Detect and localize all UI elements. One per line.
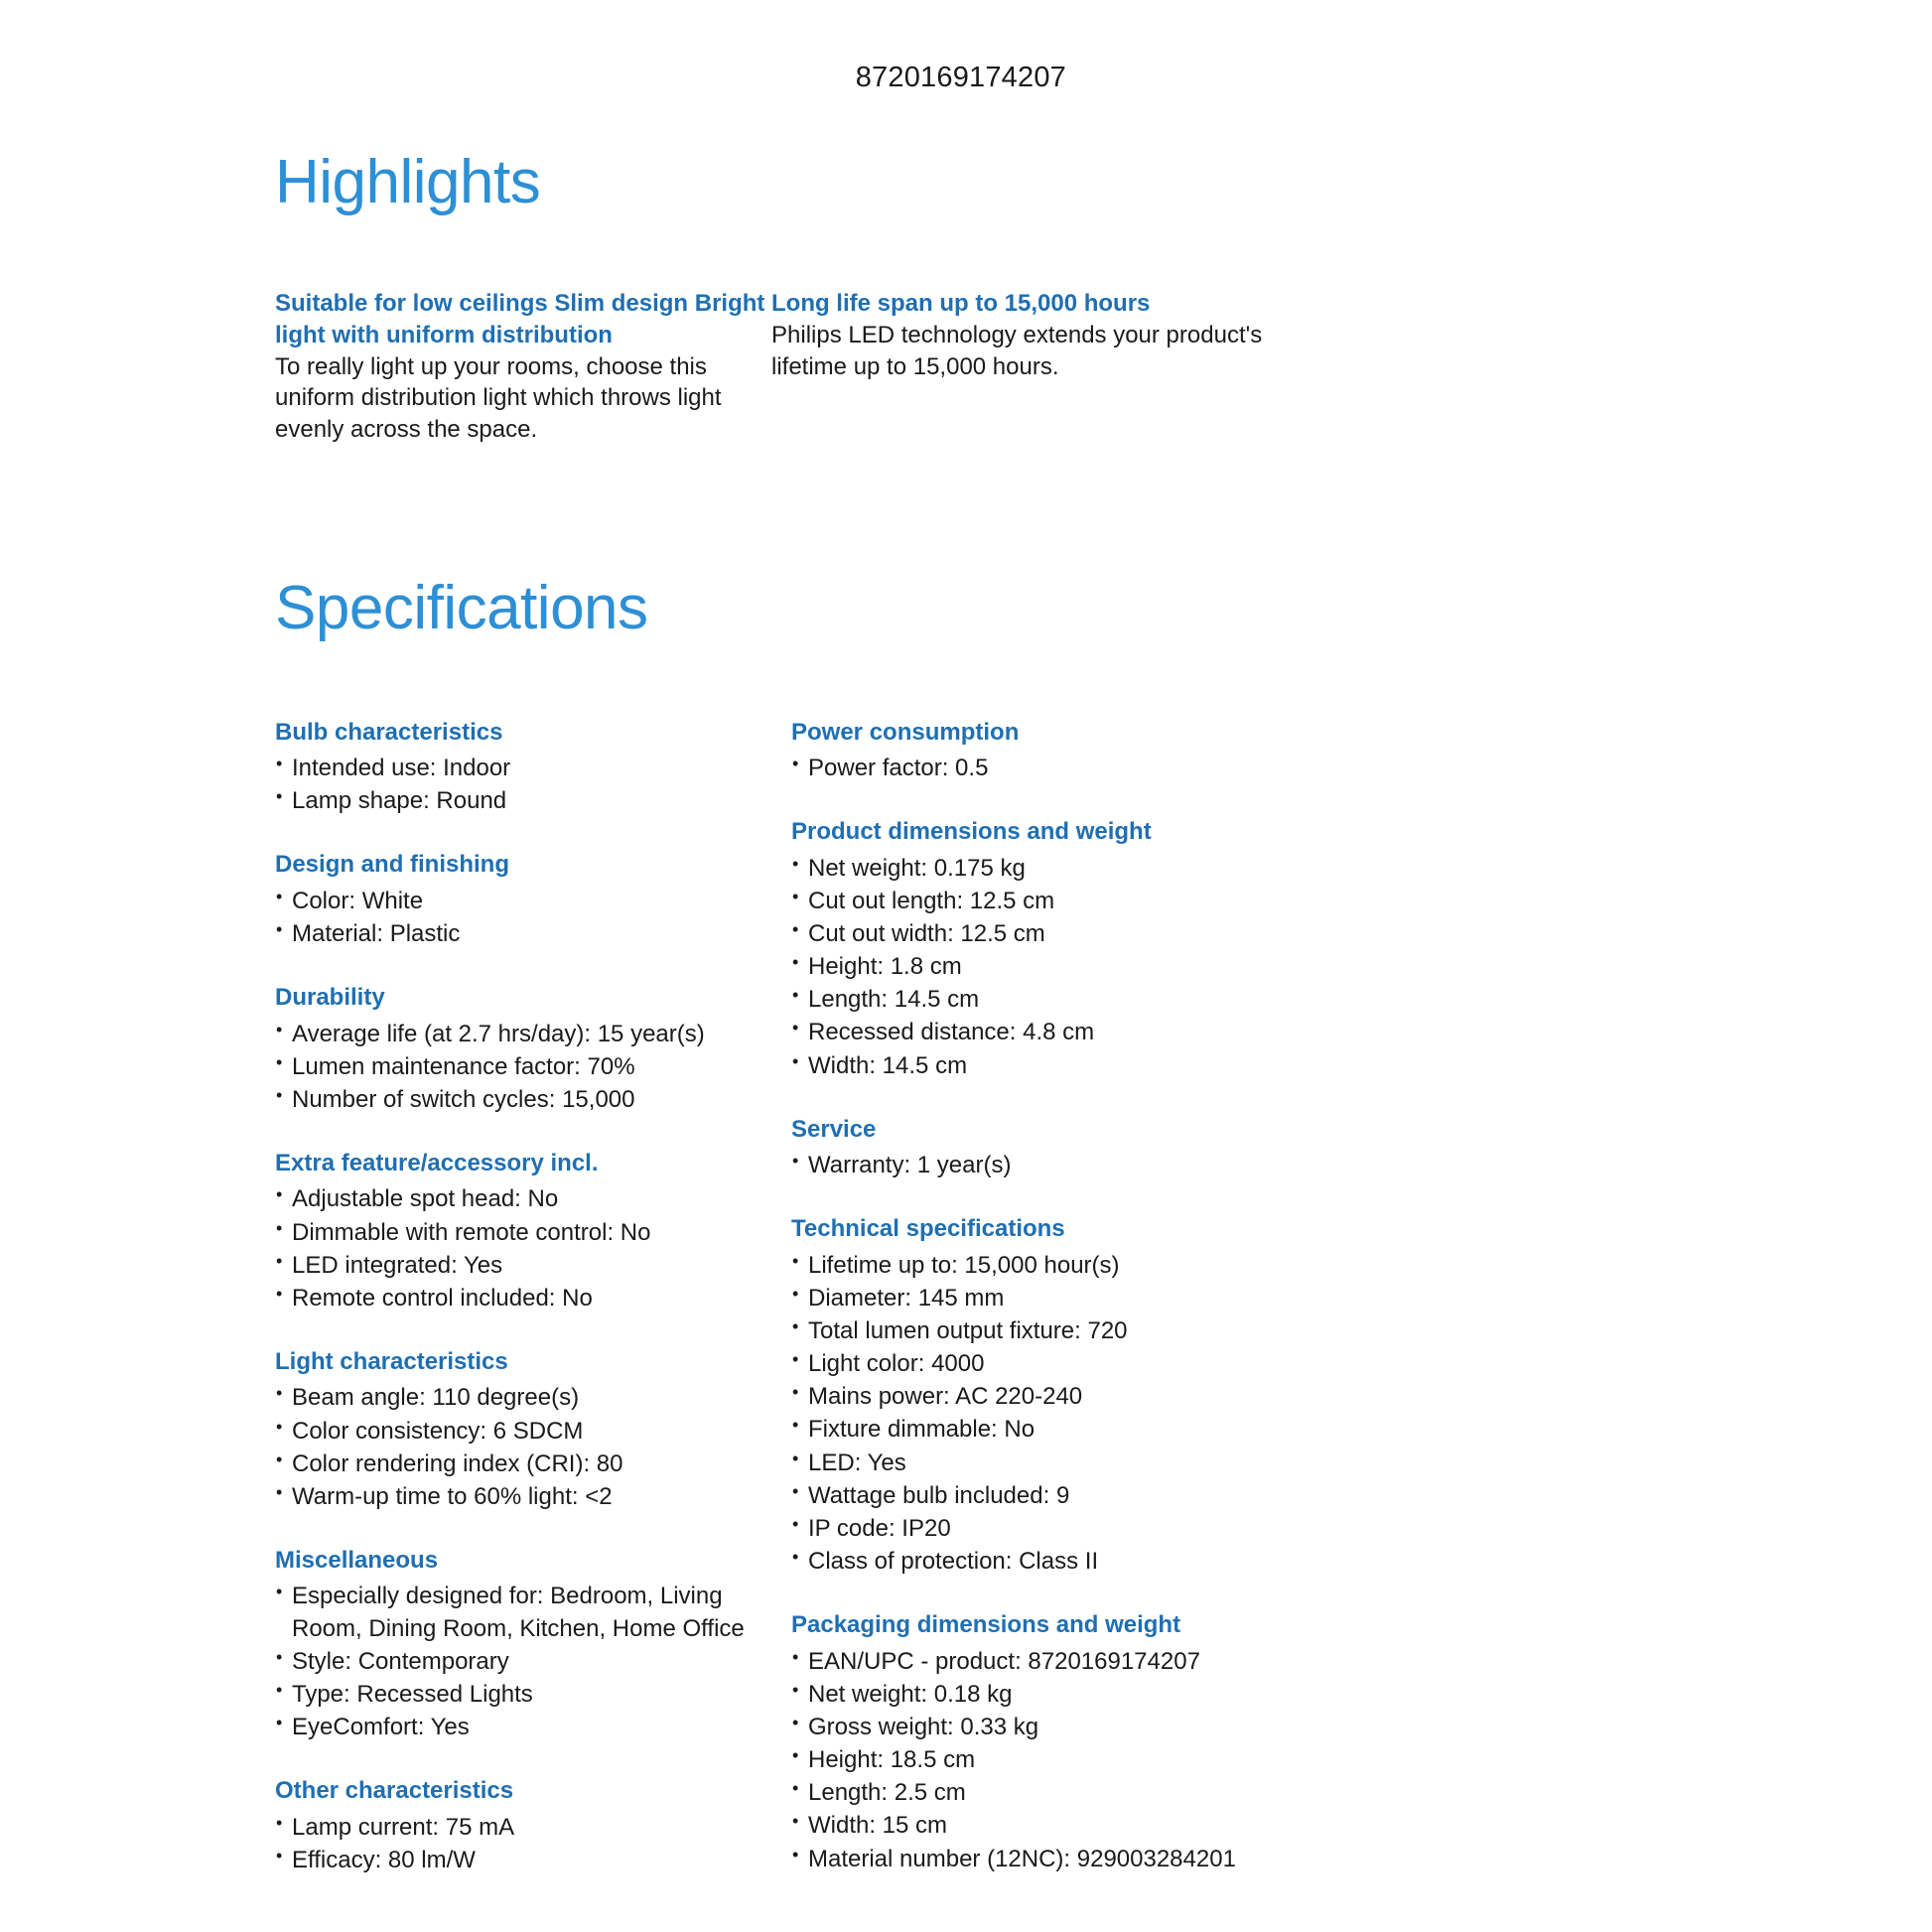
spec-group	[791, 1114, 1308, 1182]
spec-list-item: • Lumen maintenance factor: 70%	[275, 1051, 791, 1083]
spec-list-item: • Class of protection: Class II	[791, 1546, 1308, 1578]
spec-list-item: • Adjustable spot head: No	[275, 1183, 791, 1215]
highlight-item	[771, 288, 1268, 382]
spec-list-item: • EyeComfort: Yes	[275, 1712, 791, 1743]
spec-list	[275, 1581, 791, 1743]
spec-list-item: • Intended use: Indoor	[275, 753, 791, 784]
highlight-body: To really light up your rooms, choose this uniform distribution light which throws light evenly across the space.	[275, 352, 722, 443]
spec-list-item: • LED integrated: Yes	[275, 1250, 791, 1282]
spec-list-item: • Gross weight: 0.33 kg	[791, 1712, 1308, 1743]
highlight-title: Long life span up to 15,000 hours	[771, 290, 1151, 318]
spec-list-item: • IP code: IP20	[791, 1513, 1308, 1545]
spec-group-heading: Design and finishing	[275, 851, 510, 879]
spec-list-item: • Recessed distance: 4.8 cm	[791, 1017, 1308, 1048]
specifications-column-left	[275, 717, 791, 1877]
spec-list-item: • Lamp shape: Round	[275, 785, 791, 817]
product-ean-header: 8720169174207	[855, 62, 1066, 93]
spec-list-item: • Width: 14.5 cm	[791, 1050, 1308, 1082]
spec-group-heading: Light characteristics	[275, 1348, 508, 1376]
spec-list-item: • Color: White	[275, 886, 791, 917]
spec-list-item: • Diameter: 145 mm	[791, 1283, 1308, 1314]
spec-list-item: • Length: 14.5 cm	[791, 984, 1308, 1016]
spec-list-item: • Beam angle: 110 degree(s)	[275, 1382, 791, 1414]
spec-list-item: • Material number (12NC): 929003284201	[791, 1844, 1308, 1875]
spec-list	[791, 1250, 1308, 1579]
spec-list-item: • Net weight: 0.175 kg	[791, 853, 1308, 885]
spec-group	[791, 816, 1308, 1081]
spec-list-item: • Light color: 4000	[791, 1348, 1308, 1380]
spec-list-item: • Material: Plastic	[275, 918, 791, 950]
spec-list-item: • Warm-up time to 60% light: <2	[275, 1481, 791, 1513]
spec-group-heading: Miscellaneous	[275, 1547, 439, 1575]
spec-list-item: • Efficacy: 80 lm/W	[275, 1845, 791, 1876]
spec-group	[275, 1545, 791, 1743]
spec-list-item: • Type: Recessed Lights	[275, 1679, 791, 1711]
spec-group-heading: Service	[791, 1115, 877, 1143]
spec-group-heading: Other characteristics	[275, 1777, 514, 1805]
spec-group-heading: Power consumption	[791, 718, 1020, 746]
spec-list-item: • LED: Yes	[791, 1448, 1308, 1479]
spec-group	[791, 1609, 1308, 1874]
spec-list	[791, 753, 1308, 784]
spec-group	[275, 1775, 791, 1876]
spec-group-heading: Product dimensions and weight	[791, 818, 1152, 846]
specifications-title-wrap	[275, 575, 1665, 642]
spec-list	[275, 886, 791, 950]
spec-group	[275, 982, 791, 1116]
spec-list-item: • Number of switch cycles: 15,000	[275, 1084, 791, 1116]
spec-list	[275, 1382, 791, 1513]
spec-group	[275, 849, 791, 950]
spec-list	[275, 753, 791, 817]
spec-group-heading: Packaging dimensions and weight	[791, 1611, 1181, 1639]
spec-list	[275, 1019, 791, 1116]
spec-group-heading: Durability	[275, 984, 385, 1012]
spec-list-item: • Wattage bulb included: 9	[791, 1480, 1308, 1512]
spec-list	[791, 853, 1308, 1082]
spec-list-item: • Width: 15 cm	[791, 1810, 1308, 1842]
spec-group	[791, 1213, 1308, 1578]
specifications-columns	[275, 717, 1665, 1877]
spec-group	[791, 717, 1308, 785]
spec-list-item: • Especially designed for: Bedroom, Living Room, Dining Room, Kitchen, Home Office	[275, 1581, 791, 1644]
spec-list-item: • EAN/UPC - product: 8720169174207	[791, 1646, 1308, 1678]
spec-group-heading: Bulb characteristics	[275, 718, 503, 746]
spec-list-item: • Warranty: 1 year(s)	[791, 1150, 1308, 1181]
spec-list	[275, 1183, 791, 1314]
highlight-body: Philips LED technology extends your product's lifetime up to 15,000 hours.	[771, 321, 1263, 380]
spec-list-item: • Lifetime up to: 15,000 hour(s)	[791, 1250, 1308, 1282]
spec-list-item: • Cut out width: 12.5 cm	[791, 918, 1308, 950]
highlights-columns	[275, 288, 1665, 445]
spec-list-item: • Mains power: AC 220-240	[791, 1381, 1308, 1413]
spec-list-item: • Style: Contemporary	[275, 1646, 791, 1678]
spec-list-item: • Dimmable with remote control: No	[275, 1217, 791, 1249]
spec-group-heading: Extra feature/accessory incl.	[275, 1150, 599, 1176]
highlights-section-title: Highlights	[275, 148, 541, 216]
highlight-item	[275, 288, 771, 445]
spec-list-item: • Height: 1.8 cm	[791, 951, 1308, 983]
spec-list	[791, 1646, 1308, 1875]
highlight-title: Suitable for low ceilings Slim design Bright light with uniform distribution	[275, 290, 765, 348]
spec-list-item: • Remote control included: No	[275, 1283, 791, 1314]
spec-list-item: • Lamp current: 75 mA	[275, 1812, 791, 1844]
spec-group	[275, 1148, 791, 1314]
spec-list-item: • Height: 18.5 cm	[791, 1744, 1308, 1776]
spec-list-item: • Cut out length: 12.5 cm	[791, 886, 1308, 917]
spec-list-item: • Net weight: 0.18 kg	[791, 1679, 1308, 1711]
spec-list-item: • Average life (at 2.7 hrs/day): 15 year(s)	[275, 1019, 791, 1050]
spec-list-item: • Total lumen output fixture: 720	[791, 1315, 1308, 1347]
spec-list-item: • Length: 2.5 cm	[791, 1777, 1308, 1809]
highlight-column-right	[771, 288, 1268, 445]
spec-group-heading: Technical specifications	[791, 1215, 1065, 1243]
specifications-section-title: Specifications	[275, 573, 648, 642]
spec-list	[791, 1150, 1308, 1181]
specifications-column-right	[791, 717, 1308, 1877]
document-content	[275, 149, 1665, 1877]
spec-list-item: • Color rendering index (CRI): 80	[275, 1449, 791, 1480]
spec-list-item: • Power factor: 0.5	[791, 753, 1308, 784]
spec-list-item: • Color consistency: 6 SDCM	[275, 1416, 791, 1448]
spec-list-item: • Fixture dimmable: No	[791, 1414, 1308, 1446]
spec-group	[275, 717, 791, 818]
spec-list	[275, 1812, 791, 1876]
highlight-column-left	[275, 288, 771, 445]
spec-group	[275, 1346, 791, 1513]
